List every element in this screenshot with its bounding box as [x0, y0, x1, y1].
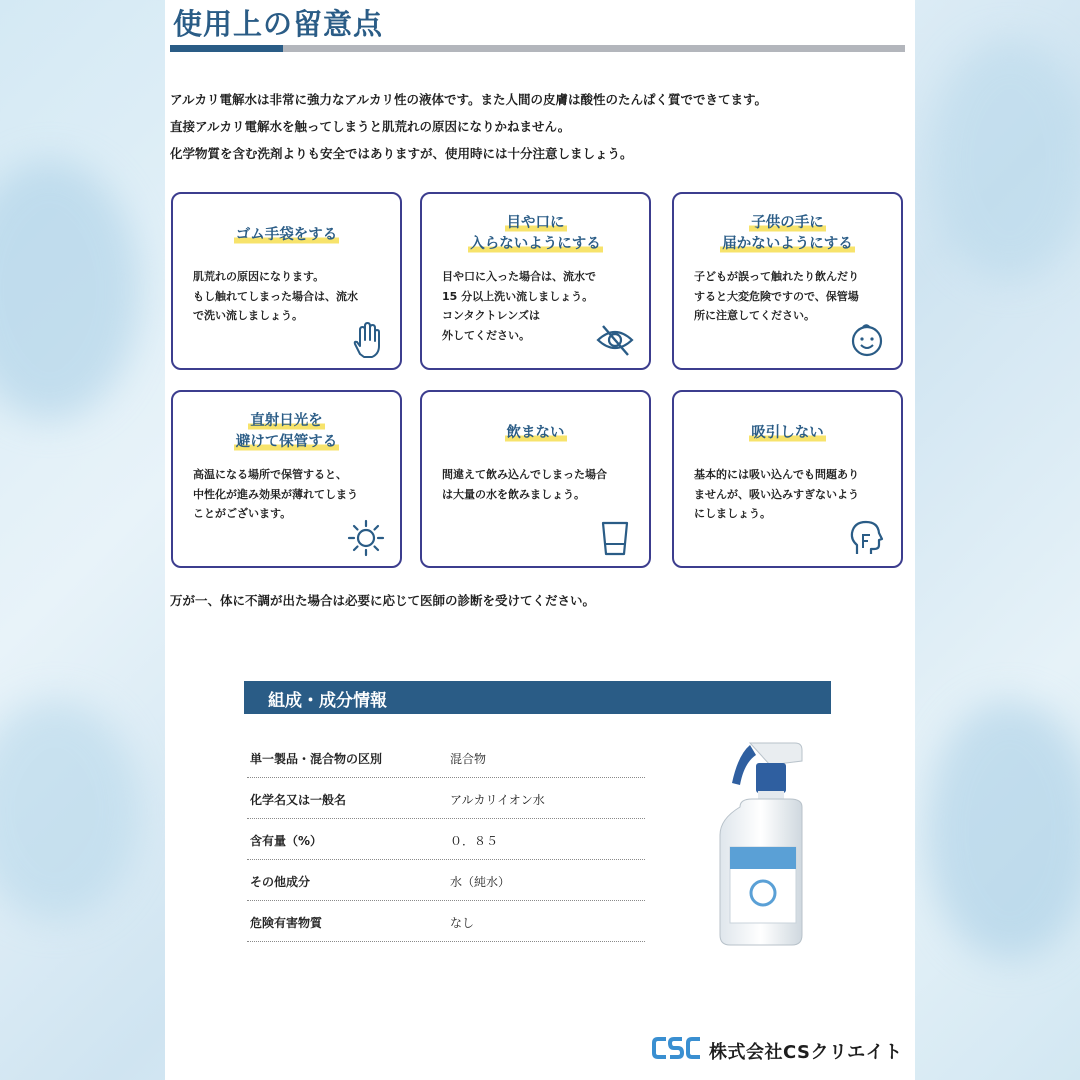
hand-icon [346, 320, 386, 360]
intro-line: 化学物質を含む洗剤よりも安全ではありますが、使用時には十分注意しましょう。 [170, 146, 633, 161]
table-row: 単一製品・混合物の区別 混合物 [247, 737, 645, 778]
watercolor-splash [925, 700, 1080, 960]
eye-slash-icon [595, 320, 635, 360]
company-name: 株式会社CSクリエイト [709, 1042, 903, 1063]
csc-logo-mark [652, 1036, 702, 1060]
child-face-icon [847, 320, 887, 360]
title-underline [170, 45, 905, 52]
intro-line: アルカリ電解水は非常に強力なアルカリ性の液体です。また人間の皮膚は酸性のたんぱく質でできてます。 [170, 92, 768, 107]
caution-card-do-not-drink [420, 390, 651, 568]
sun-icon [346, 518, 386, 558]
spray-bottle-image [710, 735, 810, 950]
watercolor-splash [0, 160, 140, 420]
intro-line: 直接アルカリ電解水を触ってしまうと肌荒れの原因になりかねません。 [170, 119, 571, 134]
caution-card-sunlight [171, 390, 402, 568]
cup-icon [595, 518, 635, 558]
card-title: 直射日光を 避けて保管する [235, 413, 338, 450]
watercolor-splash [0, 700, 140, 920]
caution-card-do-not-inhale [672, 390, 903, 568]
card-title: ゴム手袋をする [235, 227, 338, 243]
card-body: 子どもが誤って触れたり飲んだり すると大変危険ですので、保管場 所に注意してください。 [694, 270, 859, 322]
card-body: 目や口に入った場合は、流水で 15 分以上洗い流しましょう。 コンタクトレンズは 外してください。 [442, 270, 596, 342]
medical-warning: 万が一、体に不調が出た場合は必要に応じて医師の診断を受けてください。 [170, 593, 596, 608]
table-row: 含有量（%） ０．８５ [247, 819, 645, 860]
section-title: 使用上の留意点 [173, 7, 384, 41]
document-page [165, 0, 915, 1080]
card-title: 子供の手に 届かないようにする [722, 215, 853, 252]
caution-card-gloves [171, 192, 402, 370]
card-title: 目や口に 入らないようにする [470, 215, 601, 252]
composition-title: 組成・成分情報 [268, 691, 387, 711]
intro-text [170, 86, 905, 167]
composition-table [247, 737, 645, 942]
composition-header [244, 681, 831, 714]
table-row: 危険有害物質 なし [247, 901, 645, 942]
watercolor-splash [930, 40, 1080, 280]
card-body: 肌荒れの原因になります。 もし触れてしまった場合は、流水 で洗い流しましょう。 [193, 270, 358, 322]
card-body: 間違えて飲み込んでしまった場合 は大量の水を飲みましょう。 [442, 468, 607, 501]
head-breath-icon [847, 518, 887, 558]
card-body: 基本的には吸い込んでも問題あり ませんが、吸い込みすぎないよう にしましょう。 [694, 468, 859, 520]
caution-card-eyes-mouth [420, 192, 651, 370]
card-title: 飲まない [506, 425, 565, 441]
card-title: 吸引しない [751, 425, 824, 441]
table-row: 化学名又は一般名 アルカリイオン水 [247, 778, 645, 819]
card-body: 高温になる場所で保管すると、 中性化が進み効果が薄れてしまう ことがございます。 [193, 468, 358, 520]
table-row: その他成分 水（純水） [247, 860, 645, 901]
caution-card-children [672, 192, 903, 370]
